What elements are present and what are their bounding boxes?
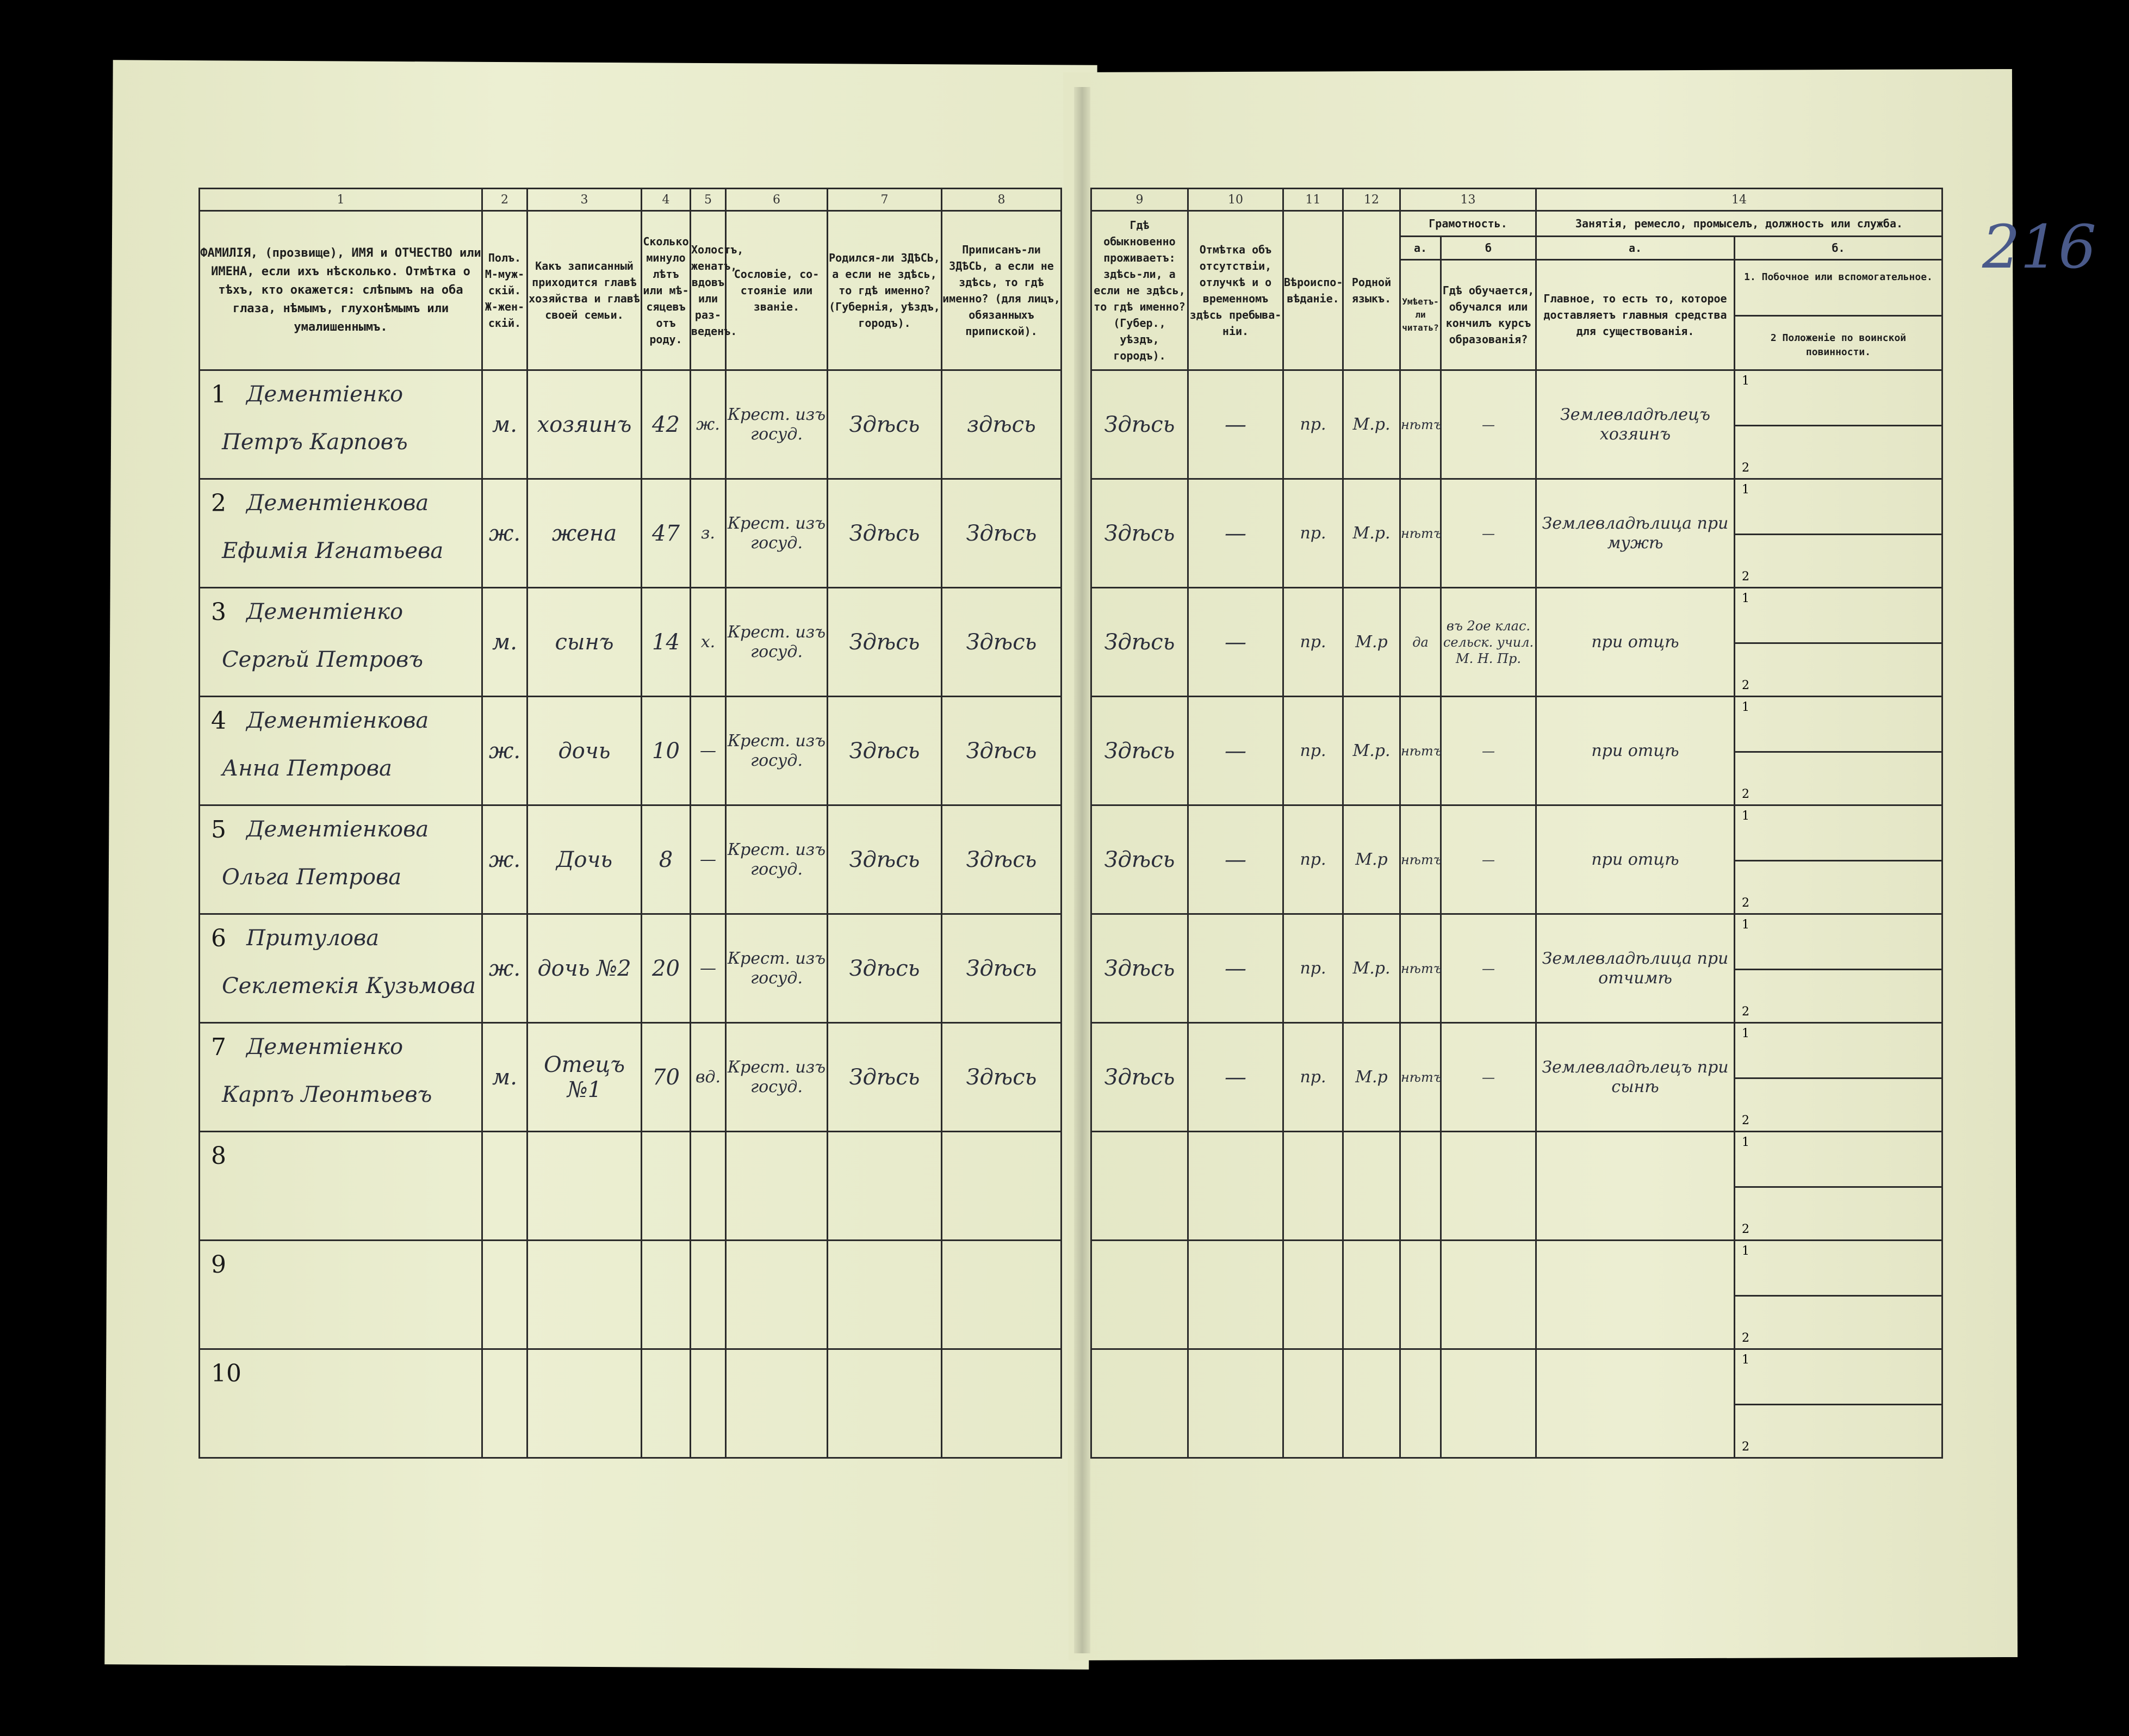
sex-cell: ж. [482, 697, 527, 805]
absence-cell: — [1188, 479, 1283, 588]
name-cell [200, 1132, 482, 1241]
colnum-5: 5 [691, 189, 726, 211]
age-cell: 20 [642, 914, 691, 1023]
registered-cell [942, 1349, 1062, 1458]
secondary-cell [1735, 914, 1942, 1023]
school-cell: — [1441, 805, 1536, 914]
language-cell: М.р [1343, 1023, 1400, 1132]
age-cell: 14 [642, 588, 691, 697]
left-row-9 [200, 1241, 1062, 1349]
school-cell: — [1441, 370, 1536, 479]
name-cell [200, 914, 482, 1023]
secondary-cell [1735, 1023, 1942, 1132]
relation-cell [527, 1132, 642, 1241]
secondary-cell [1735, 370, 1942, 479]
relation-cell: Отецъ №1 [527, 1023, 642, 1132]
registered-cell [942, 1132, 1062, 1241]
age-cell: 47 [642, 479, 691, 588]
religion-cell: пр. [1283, 697, 1343, 805]
colnum-2: 2 [482, 189, 527, 211]
religion-cell: пр. [1283, 479, 1343, 588]
literate-cell [1400, 1349, 1441, 1458]
school-cell: въ 2ое клас. сельск. учил. М. Н. Пр. [1441, 588, 1536, 697]
residence-cell: Здѣсь [1091, 588, 1188, 697]
language-cell: М.р. [1343, 370, 1400, 479]
row-number: 1 [211, 381, 226, 408]
page-fold [1074, 87, 1090, 1653]
estate-cell: Крест. изъ госуд. [726, 479, 828, 588]
literate-cell: нѣтъ [1400, 805, 1441, 914]
married-cell: — [691, 697, 726, 805]
born-cell: Здѣсь [828, 805, 942, 914]
born-cell: Здѣсь [828, 914, 942, 1023]
secondary-cell [1735, 588, 1942, 697]
residence-cell: Здѣсь [1091, 370, 1188, 479]
row-number: 9 [211, 1251, 226, 1279]
given-name: Карпъ Леонтьевъ [222, 1082, 432, 1107]
occupation-cell [1536, 1241, 1735, 1349]
left-row-2 [200, 479, 1062, 588]
secondary-cell [1735, 1349, 1942, 1458]
sub-label-1: 1 [1742, 918, 1749, 932]
sex-cell: м. [482, 370, 527, 479]
registered-cell: здѣсь [942, 370, 1062, 479]
sub-label-1: 1 [1742, 374, 1749, 388]
colnum-13: 13 [1400, 189, 1536, 211]
married-cell: — [691, 805, 726, 914]
sub-divider [1735, 969, 1941, 970]
sub-label-2: 2 [1742, 1440, 1749, 1454]
right-row-4 [1091, 697, 1942, 805]
religion-cell: пр. [1283, 1023, 1343, 1132]
left-census-table [198, 188, 1062, 1459]
absence-cell [1188, 1349, 1283, 1458]
right-row-6 [1091, 914, 1942, 1023]
surname: Дементіенкова [246, 491, 429, 516]
estate-cell: Крест. изъ госуд. [726, 588, 828, 697]
married-cell [691, 1349, 726, 1458]
sub-divider [1735, 1295, 1941, 1297]
born-cell: Здѣсь [828, 479, 942, 588]
religion-cell: пр. [1283, 805, 1343, 914]
header-13b-label: б [1441, 237, 1536, 260]
absence-cell: — [1188, 805, 1283, 914]
absence-cell [1188, 1132, 1283, 1241]
row-number: 8 [211, 1142, 226, 1170]
sex-cell: ж. [482, 805, 527, 914]
married-cell: — [691, 914, 726, 1023]
absence-cell: — [1188, 914, 1283, 1023]
residence-cell: Здѣсь [1091, 697, 1188, 805]
name-cell [200, 697, 482, 805]
sub-label-1: 1 [1742, 1244, 1749, 1258]
sex-cell: ж. [482, 914, 527, 1023]
given-name: Петръ Карповъ [222, 430, 408, 455]
sex-cell [482, 1349, 527, 1458]
header-14b [1735, 260, 1942, 370]
born-cell [828, 1132, 942, 1241]
right-column-numbers [1091, 189, 1942, 211]
married-cell [691, 1241, 726, 1349]
name-cell [200, 479, 482, 588]
header-name: ФАМИЛІЯ, (прозвище), ИМЯ и ОТЧЕСТВО или ИМЕНА, если ихъ нѣсколько. Отмѣтка о тѣхъ, кто окажется: слѣпымъ на оба глаза, нѣмымъ, глухонѣмымъ или умалишеннымъ. [200, 211, 482, 370]
page-number-stamp: 216 [1982, 212, 2096, 282]
colnum-3: 3 [527, 189, 642, 211]
secondary-cell [1735, 1241, 1942, 1349]
header-14a: Главное, то есть то, которое доставляетъ главныя средства для существованія. [1536, 260, 1735, 370]
right-row-8 [1091, 1132, 1942, 1241]
age-cell: 8 [642, 805, 691, 914]
age-cell: 10 [642, 697, 691, 805]
age-cell [642, 1349, 691, 1458]
left-column-numbers [200, 189, 1062, 211]
born-cell: Здѣсь [828, 1023, 942, 1132]
occupation-cell: при отцѣ [1536, 697, 1735, 805]
school-cell: — [1441, 479, 1536, 588]
religion-cell: пр. [1283, 370, 1343, 479]
literate-cell: нѣтъ [1400, 697, 1441, 805]
right-row-1 [1091, 370, 1942, 479]
header-sex: Полъ. М-мужскій. Ж-женскій. [482, 211, 527, 370]
sub-divider [1735, 1077, 1941, 1079]
school-cell [1441, 1132, 1536, 1241]
header-residence: Гдѣ обыкновенно проживаетъ: здѣсь-ли, а если не здѣсь, то гдѣ именно? (Губер., уѣздъ, городъ). [1091, 211, 1188, 370]
literate-cell [1400, 1132, 1441, 1241]
right-row-9 [1091, 1241, 1942, 1349]
left-row-6 [200, 914, 1062, 1023]
sub-label-2: 2 [1742, 679, 1749, 692]
sub-label-2: 2 [1742, 1223, 1749, 1236]
name-cell [200, 370, 482, 479]
sub-label-2: 2 [1742, 1331, 1749, 1345]
relation-cell: хозяинъ [527, 370, 642, 479]
married-cell: х. [691, 588, 726, 697]
right-row-5 [1091, 805, 1942, 914]
surname: Дементіенкова [246, 708, 429, 733]
secondary-cell [1735, 805, 1942, 914]
absence-cell: — [1188, 370, 1283, 479]
born-cell: Здѣсь [828, 370, 942, 479]
name-cell [200, 1241, 482, 1349]
secondary-cell [1735, 1132, 1942, 1241]
header-age: Сколько минуло лѣтъ или мѣсяцевъ отъ роду. [642, 211, 691, 370]
row-number: 10 [211, 1360, 241, 1387]
sex-cell [482, 1132, 527, 1241]
row-number: 2 [211, 489, 226, 517]
sub-divider [1735, 1404, 1941, 1405]
relation-cell: сынъ [527, 588, 642, 697]
header-13a: Умѣетъ-ли читать? [1400, 260, 1441, 370]
religion-cell: пр. [1283, 914, 1343, 1023]
relation-cell [527, 1241, 642, 1349]
literate-cell: нѣтъ [1400, 914, 1441, 1023]
given-name: Секлетекія Кузьмова [222, 974, 476, 999]
occupation-cell: при отцѣ [1536, 805, 1735, 914]
age-cell: 42 [642, 370, 691, 479]
relation-cell: жена [527, 479, 642, 588]
given-name: Ольга Петрова [222, 865, 402, 890]
occupation-cell: Землевладѣлецъ при сынѣ [1536, 1023, 1735, 1132]
left-row-4 [200, 697, 1062, 805]
born-cell: Здѣсь [828, 697, 942, 805]
row-number: 7 [211, 1033, 226, 1061]
registered-cell: Здѣсь [942, 805, 1062, 914]
given-name: Сергѣй Петровъ [222, 647, 423, 672]
name-cell [200, 805, 482, 914]
sub-label-1: 1 [1742, 700, 1749, 714]
header-relation: Какъ записанный приходится главѣ хозяйства и главѣ своей семьи. [527, 211, 642, 370]
surname: Дементіенко [246, 382, 404, 407]
estate-cell [726, 1241, 828, 1349]
header-absence: Отмѣтка объ отсутствіи, отлучкѣ и о временномъ здѣсь пребываніи. [1188, 211, 1283, 370]
colnum-12: 12 [1343, 189, 1400, 211]
language-cell [1343, 1241, 1400, 1349]
literate-cell: нѣтъ [1400, 370, 1441, 479]
age-cell [642, 1241, 691, 1349]
religion-cell [1283, 1349, 1343, 1458]
estate-cell: Крест. изъ госуд. [726, 370, 828, 479]
sub-label-1: 1 [1742, 483, 1749, 497]
registered-cell [942, 1241, 1062, 1349]
header-language: Родной языкъ. [1343, 211, 1400, 370]
header-occupation: Занятія, ремесло, промыселъ, должность или служба. [1536, 211, 1942, 237]
school-cell [1441, 1349, 1536, 1458]
sex-cell [482, 1241, 527, 1349]
header-13b: Гдѣ обучается, обучался или кончилъ курсъ образованія? [1441, 260, 1536, 370]
religion-cell [1283, 1132, 1343, 1241]
right-census-table [1090, 188, 1943, 1459]
sex-cell: ж. [482, 479, 527, 588]
absence-cell: — [1188, 588, 1283, 697]
estate-cell: Крест. изъ госуд. [726, 805, 828, 914]
language-cell: М.р [1343, 588, 1400, 697]
estate-cell [726, 1349, 828, 1458]
right-header-top [1091, 211, 1942, 237]
colnum-9: 9 [1091, 189, 1188, 211]
name-cell [200, 588, 482, 697]
sub-label-1: 1 [1742, 1027, 1749, 1040]
header-14b-1: 1. Побочное или вспомогательное. [1744, 271, 1933, 283]
left-row-5 [200, 805, 1062, 914]
relation-cell: дочь [527, 697, 642, 805]
left-row-7 [200, 1023, 1062, 1132]
row-number: 3 [211, 598, 226, 626]
residence-cell [1091, 1241, 1188, 1349]
absence-cell: — [1188, 697, 1283, 805]
sub-label-2: 2 [1742, 1005, 1749, 1019]
secondary-cell [1735, 697, 1942, 805]
name-cell [200, 1349, 482, 1458]
left-header-row [200, 211, 1062, 370]
married-cell: вд. [691, 1023, 726, 1132]
colnum-7: 7 [828, 189, 942, 211]
born-cell [828, 1241, 942, 1349]
estate-cell [726, 1132, 828, 1241]
sub-label-1: 1 [1742, 592, 1749, 605]
school-cell: — [1441, 1023, 1536, 1132]
literate-cell: нѣтъ [1400, 479, 1441, 588]
literate-cell [1400, 1241, 1441, 1349]
sub-label-2: 2 [1742, 461, 1749, 475]
registered-cell: Здѣсь [942, 1023, 1062, 1132]
sub-label-2: 2 [1742, 896, 1749, 910]
language-cell [1343, 1132, 1400, 1241]
age-cell [642, 1132, 691, 1241]
age-cell: 70 [642, 1023, 691, 1132]
relation-cell: дочь №2 [527, 914, 642, 1023]
sub-label-1: 1 [1742, 1136, 1749, 1149]
residence-cell: Здѣсь [1091, 914, 1188, 1023]
sub-label-2: 2 [1742, 570, 1749, 584]
absence-cell: — [1188, 1023, 1283, 1132]
header-born: Родился-ли ЗДѢСЬ, а если не здѣсь, то гдѣ именно? (Губернія, уѣздъ, городъ). [828, 211, 942, 370]
given-name: Ефимія Игнатьева [222, 538, 444, 563]
header-14b-label: б. [1735, 237, 1942, 260]
occupation-cell: Землевладѣлецъ хозяинъ [1536, 370, 1735, 479]
school-cell [1441, 1241, 1536, 1349]
right-row-2 [1091, 479, 1942, 588]
sub-divider [1735, 751, 1941, 753]
relation-cell: Дочь [527, 805, 642, 914]
left-row-10 [200, 1349, 1062, 1458]
surname: Дементіенкова [246, 817, 429, 842]
residence-cell: Здѣсь [1091, 1023, 1188, 1132]
occupation-cell: при отцѣ [1536, 588, 1735, 697]
header-married: Холостъ, женатъ, вдовъ или разведенъ. [691, 211, 726, 370]
residence-cell: Здѣсь [1091, 479, 1188, 588]
married-cell: з. [691, 479, 726, 588]
residence-cell [1091, 1132, 1188, 1241]
literate-cell: нѣтъ [1400, 1023, 1441, 1132]
language-cell [1343, 1349, 1400, 1458]
header-estate: Сословіе, состояніе или званіе. [726, 211, 828, 370]
religion-cell: пр. [1283, 588, 1343, 697]
colnum-6: 6 [726, 189, 828, 211]
sub-label-1: 1 [1742, 1353, 1749, 1367]
left-row-3 [200, 588, 1062, 697]
colnum-1: 1 [200, 189, 482, 211]
row-number: 4 [211, 707, 226, 735]
occupation-cell [1536, 1132, 1735, 1241]
language-cell: М.р [1343, 805, 1400, 914]
surname: Дементіенко [246, 599, 404, 624]
born-cell: Здѣсь [828, 588, 942, 697]
residence-cell [1091, 1349, 1188, 1458]
occupation-cell: Землевладѣлица при отчимѣ [1536, 914, 1735, 1023]
right-row-10 [1091, 1349, 1942, 1458]
school-cell: — [1441, 697, 1536, 805]
header-religion: Вѣроисповѣданіе. [1283, 211, 1343, 370]
relation-cell [527, 1349, 642, 1458]
header-14a-label: а. [1536, 237, 1735, 260]
surname: Притулова [246, 926, 380, 951]
estate-cell: Крест. изъ госуд. [726, 1023, 828, 1132]
occupation-cell [1536, 1349, 1735, 1458]
header-registered: Приписанъ-ли ЗДѢСЬ, а если не здѣсь, то гдѣ именно? (для лицъ, обязанныхъ припиской). [942, 211, 1062, 370]
estate-cell: Крест. изъ госуд. [726, 914, 828, 1023]
registered-cell: Здѣсь [942, 479, 1062, 588]
married-cell: ж. [691, 370, 726, 479]
row-number: 5 [211, 816, 226, 844]
school-cell: — [1441, 914, 1536, 1023]
language-cell: М.р. [1343, 697, 1400, 805]
literate-cell: да [1400, 588, 1441, 697]
sex-cell: м. [482, 1023, 527, 1132]
sub-divider [1735, 1186, 1941, 1188]
header-14b-divider [1735, 315, 1941, 317]
given-name: Анна Петрова [222, 756, 392, 781]
sub-divider [1735, 534, 1941, 535]
sub-divider [1735, 860, 1941, 861]
left-row-1 [200, 370, 1062, 479]
name-cell [200, 1023, 482, 1132]
sub-label-1: 1 [1742, 809, 1749, 823]
language-cell: М.р. [1343, 479, 1400, 588]
sub-divider [1735, 425, 1941, 426]
right-row-3 [1091, 588, 1942, 697]
header-13a-label: а. [1400, 237, 1441, 260]
header-14b-2: 2 Положеніе по воинской повинности. [1770, 332, 1907, 358]
colnum-11: 11 [1283, 189, 1343, 211]
sub-divider [1735, 642, 1941, 644]
colnum-4: 4 [642, 189, 691, 211]
language-cell: М.р. [1343, 914, 1400, 1023]
married-cell [691, 1132, 726, 1241]
surname: Дементіенко [246, 1034, 404, 1059]
sub-label-2: 2 [1742, 788, 1749, 801]
sex-cell: м. [482, 588, 527, 697]
occupation-cell: Землевладѣлица при мужѣ [1536, 479, 1735, 588]
colnum-10: 10 [1188, 189, 1283, 211]
religion-cell [1283, 1241, 1343, 1349]
row-number: 6 [211, 925, 226, 952]
registered-cell: Здѣсь [942, 914, 1062, 1023]
right-row-7 [1091, 1023, 1942, 1132]
secondary-cell [1735, 479, 1942, 588]
registered-cell: Здѣсь [942, 588, 1062, 697]
residence-cell: Здѣсь [1091, 805, 1188, 914]
estate-cell: Крест. изъ госуд. [726, 697, 828, 805]
colnum-14: 14 [1536, 189, 1942, 211]
sub-label-2: 2 [1742, 1114, 1749, 1127]
registered-cell: Здѣсь [942, 697, 1062, 805]
absence-cell [1188, 1241, 1283, 1349]
left-row-8 [200, 1132, 1062, 1241]
born-cell [828, 1349, 942, 1458]
header-literacy: Грамотность. [1400, 211, 1536, 237]
colnum-8: 8 [942, 189, 1062, 211]
